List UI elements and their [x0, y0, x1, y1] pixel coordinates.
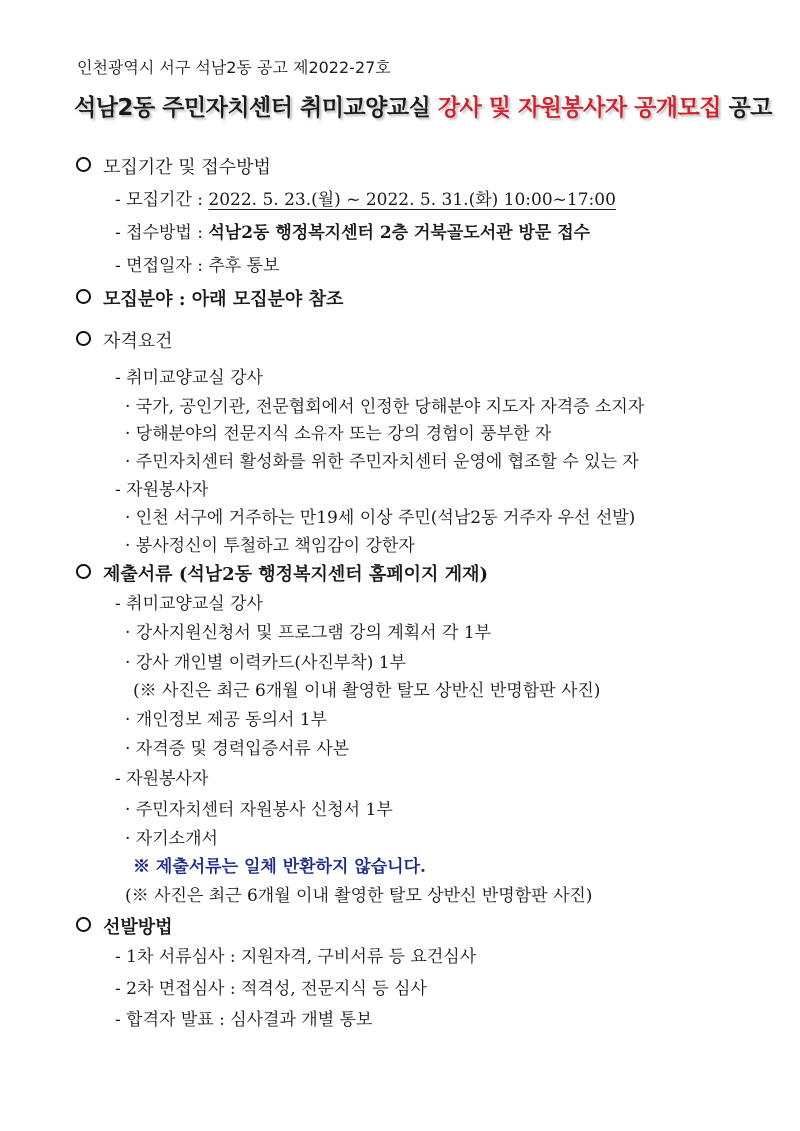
- list-item: · 당해분야의 전문지식 소유자 또는 강의 경험이 풍부한 자: [125, 424, 552, 444]
- section-title: 자격요건: [103, 331, 173, 352]
- photo-note: (※ 사진은 최근 6개월 이내 촬영한 탈모 상반신 반명함판 사진): [125, 886, 593, 906]
- circle-bullet-icon: [76, 157, 91, 172]
- circle-bullet-icon: [76, 917, 91, 932]
- list-item: · 강사 개인별 이력카드(사진부착) 1부: [125, 653, 407, 673]
- notice-number: 인천광역시 서구 석남2동 공고 제2022-27호: [77, 58, 391, 77]
- section-title: 모집분야 : 아래 모집분야 참조: [103, 289, 344, 310]
- circle-bullet-icon: [76, 331, 91, 346]
- label: - 접수방법 :: [115, 223, 209, 243]
- document-title: [74, 93, 772, 123]
- value: 2022. 5. 23.(월) ~ 2022. 5. 31.(화) 10:00~17:00: [208, 190, 616, 210]
- list-item: - 합격자 발표 : 심사결과 개별 통보: [115, 1010, 373, 1030]
- title-part-3: 공고: [720, 95, 772, 121]
- section-qualifications: [76, 331, 173, 353]
- circle-bullet-icon: [76, 289, 91, 304]
- list-item: - 2차 면접심사 : 적격성, 전문지식 등 심사: [115, 979, 427, 999]
- list-item: · 개인정보 제공 동의서 1부: [125, 710, 328, 730]
- section-title: 제출서류 (석남2동 행정복지센터 홈페이지 게재): [103, 564, 488, 585]
- list-item: · 국가, 공인기관, 전문협회에서 인정한 당해분야 지도자 자격증 소지자: [125, 397, 645, 417]
- recruit-period: [115, 189, 616, 211]
- list-item: · 자기소개서: [125, 829, 218, 849]
- list-item: · 자격증 및 경력입증서류 사본: [125, 739, 350, 759]
- section-title: 선발방법: [103, 917, 173, 938]
- list-item: - 자원봉사자: [115, 480, 209, 500]
- list-item: - 취미교양교실 강사: [115, 368, 263, 388]
- section-period-method: [76, 157, 271, 179]
- list-item: · 강사지원신청서 및 프로그램 강의 계획서 각 1부: [125, 623, 492, 643]
- photo-note: (※ 사진은 최근 6개월 이내 촬영한 탈모 상반신 반명함판 사진): [133, 681, 601, 701]
- section-title: 모집기간 및 접수방법: [103, 157, 271, 178]
- list-item: · 주민자치센터 활성화를 위한 주민자치센터 운영에 협조할 수 있는 자: [125, 452, 639, 472]
- title-part-1: 석남2동 주민자치센터 취미교양교실: [74, 95, 438, 121]
- circle-bullet-icon: [76, 564, 91, 579]
- section-field: [76, 289, 343, 311]
- list-item: · 봉사정신이 투철하고 책임감이 강한자: [125, 536, 415, 556]
- section-selection: [76, 917, 173, 939]
- label: - 모집기간 :: [115, 190, 209, 210]
- list-item: · 주민자치센터 자원봉사 신청서 1부: [125, 800, 393, 820]
- list-item: · 인천 서구에 거주하는 만19세 이상 주민(석남2동 거주자 우선 선발): [125, 508, 636, 528]
- list-item: - 취미교양교실 강사: [115, 594, 263, 614]
- no-return-notice: ※ 제출서류는 일체 반환하지 않습니다.: [133, 857, 426, 877]
- list-item: - 1차 서류심사 : 지원자격, 구비서류 등 요건심사: [115, 947, 477, 967]
- value: 석남2동 행정복지센터 2층 거북골도서관 방문 접수: [208, 223, 591, 243]
- section-documents: [76, 564, 488, 586]
- interview-date: - 면접일자 : 추후 통보: [115, 256, 280, 276]
- application-method: [115, 222, 590, 244]
- title-highlight: 강사 및 자원봉사자 공개모집: [437, 95, 721, 121]
- list-item: - 자원봉사자: [115, 769, 209, 789]
